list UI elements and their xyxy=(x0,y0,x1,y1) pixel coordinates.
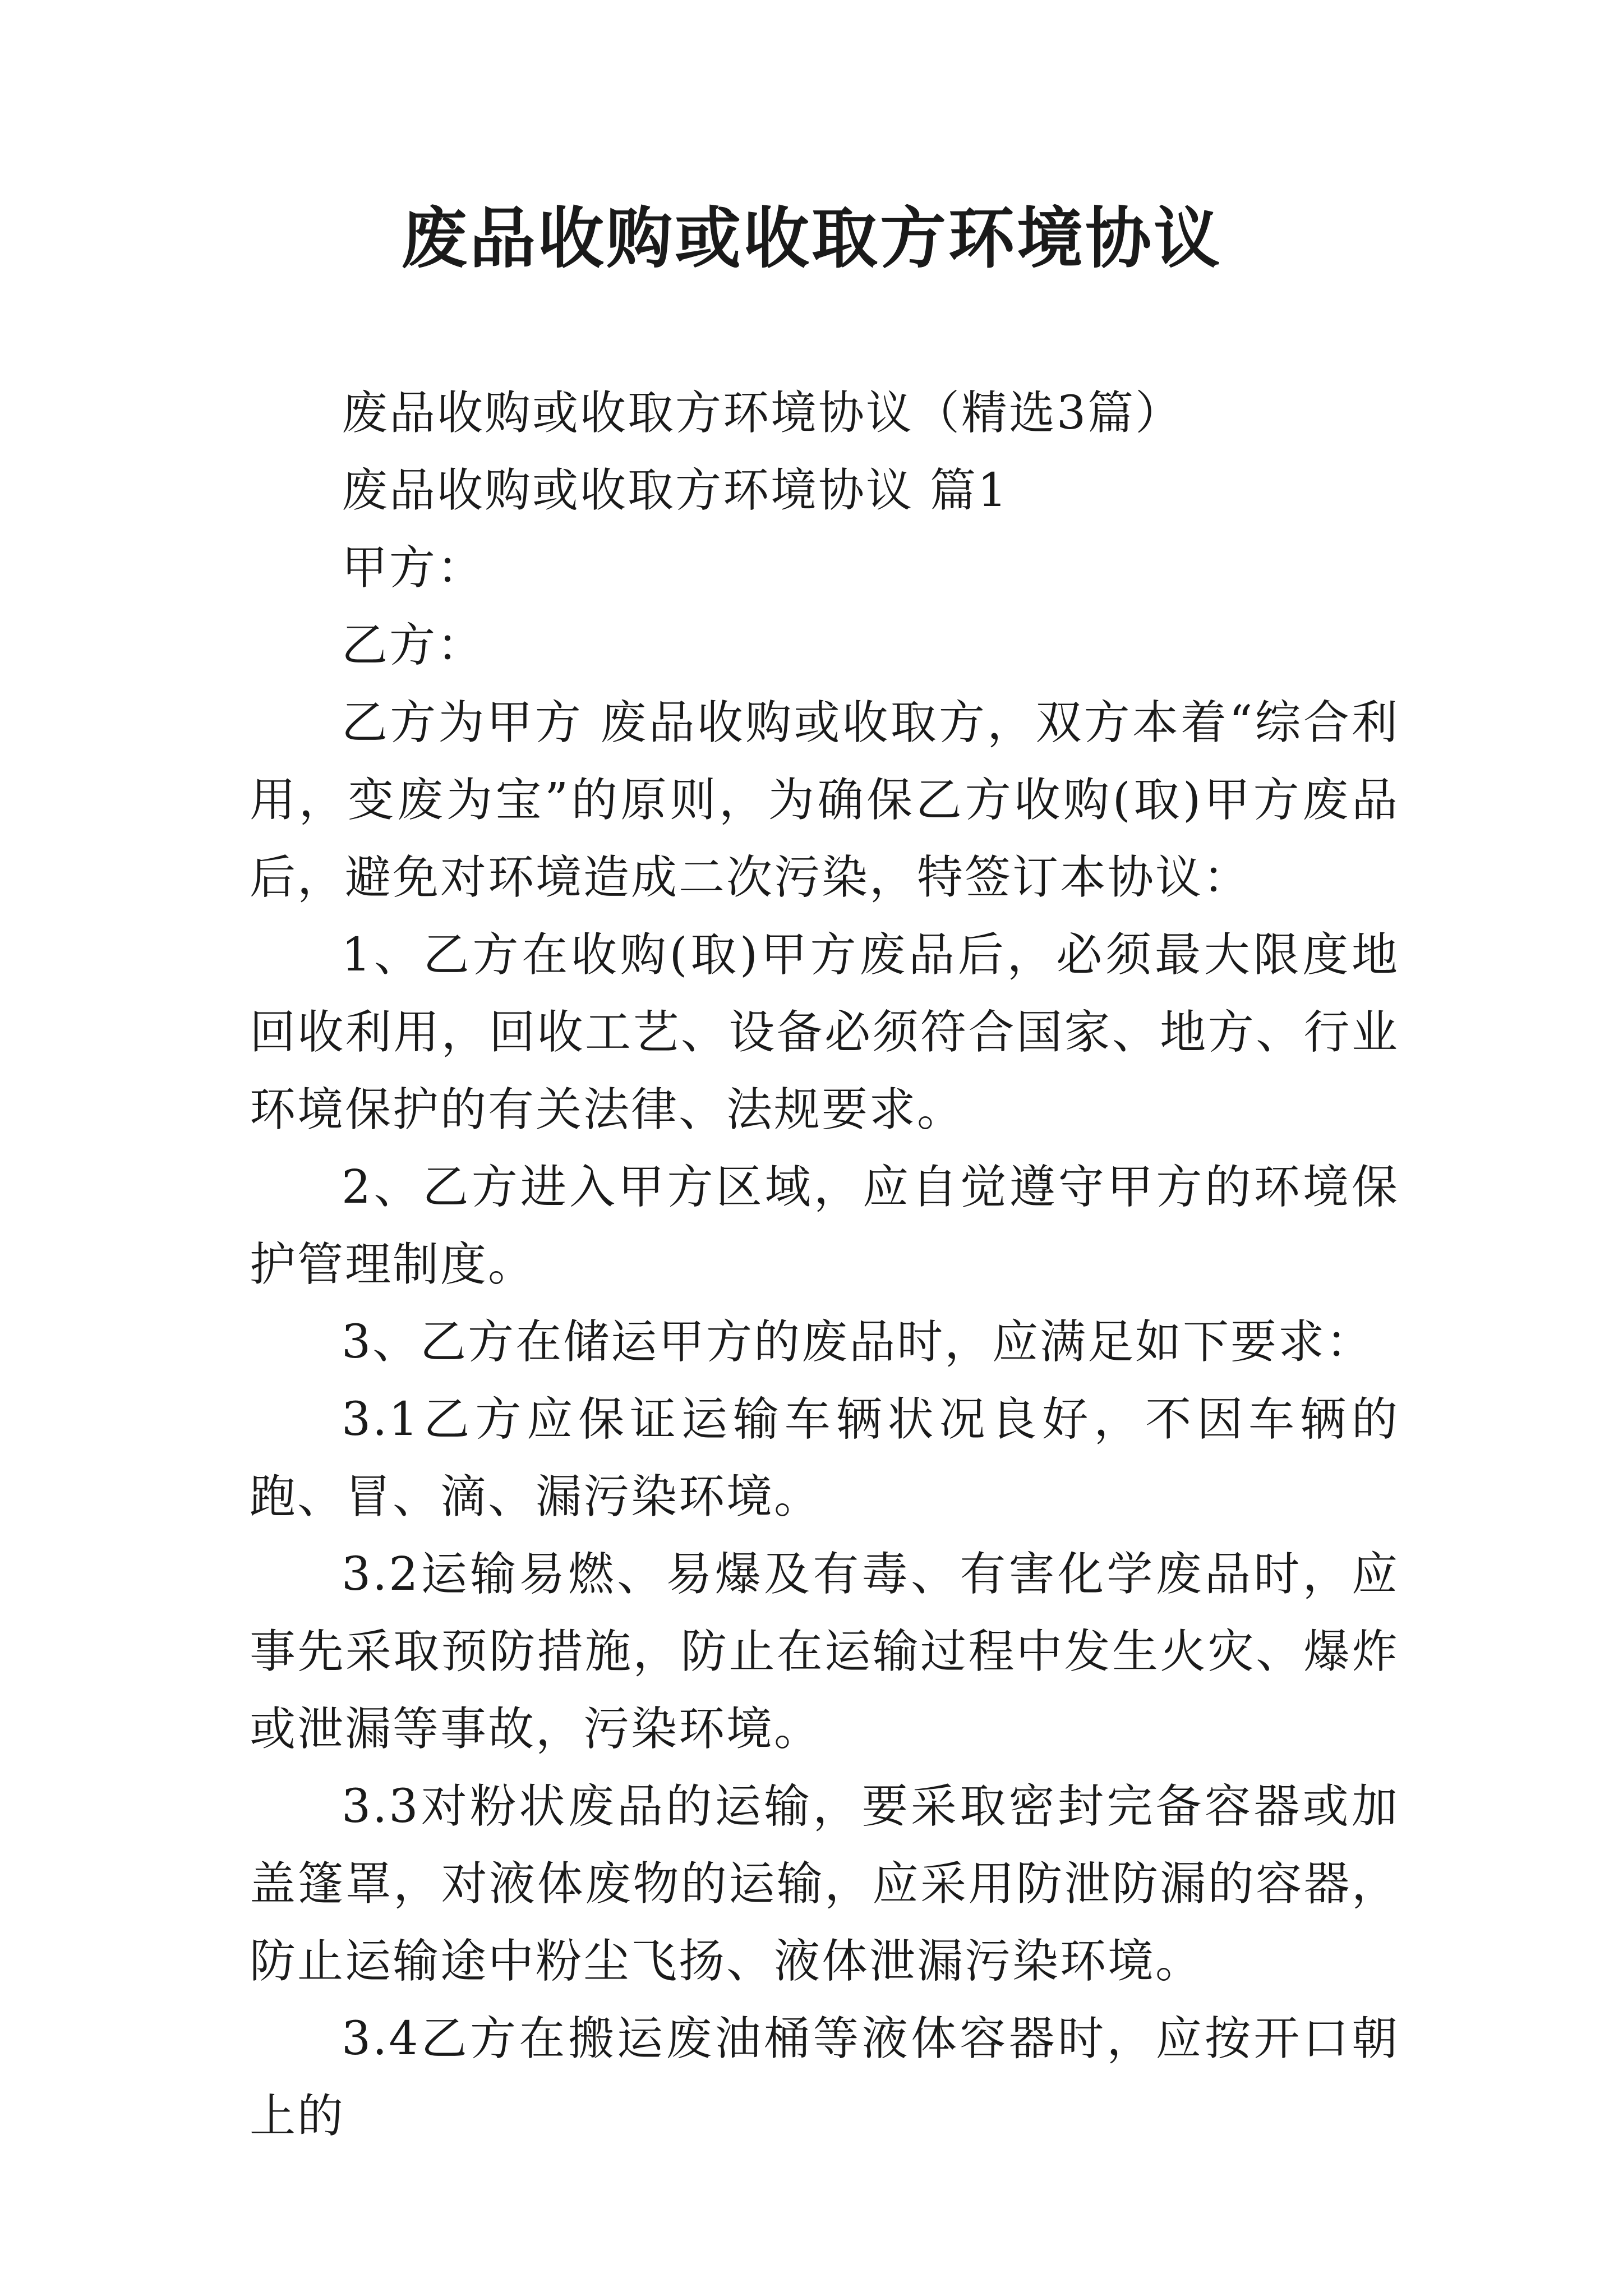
document-title: 废品收购或收取方环境协议 xyxy=(400,199,1222,277)
document-body xyxy=(250,375,1399,2155)
paragraph-preamble: 乙方为甲方 废品收购或收取方，双方本着“综合利用，变废为宝”的原则，为确保乙方收购(取)甲方废品后，避免对环境造成二次污染，特签订本协议： xyxy=(250,696,1399,904)
paragraph-party-b: 乙方： xyxy=(342,619,485,672)
paragraph-party-a: 甲方： xyxy=(342,541,485,595)
paragraph-clause-1: 1、乙方在收购(取)甲方废品后，必须最大限度地回收利用，回收工艺、设备必须符合国家、地方、行业环境保护的有关法律、法规要求。 xyxy=(250,928,1399,1137)
paragraph-clause-3-1: 3.1乙方应保证运输车辆状况良好，不因车辆的跑、冒、滴、漏污染环境。 xyxy=(250,1393,1399,1524)
paragraph-clause-3-4: 3.4乙方在搬运废油桶等液体容器时，应按开口朝上的 xyxy=(250,2012,1399,2143)
paragraph-clause-2: 2、乙方进入甲方区域，应自觉遵守甲方的环境保护管理制度。 xyxy=(250,1161,1399,1291)
paragraph-subtitle: 废品收购或收取方环境协议（精选3篇） xyxy=(342,386,1183,440)
paragraph-clause-3: 3、乙方在储运甲方的废品时，应满足如下要求： xyxy=(342,1315,1374,1369)
paragraph-clause-3-3: 3.3对粉状废品的运输，要采取密封完备容器或加盖篷罩，对液体废物的运输，应采用防泄防漏的容器，防止运输途中粉尘飞扬、液体泄漏污染环境。 xyxy=(250,1780,1399,1988)
paragraph-clause-3-2: 3.2运输易燃、易爆及有毒、有害化学废品时，应事先采取预防措施，防止在运输过程中发生火灾、爆炸或泄漏等事故，污染环境。 xyxy=(250,1548,1399,1756)
paragraph-section-heading: 废品收购或收取方环境协议 篇1 xyxy=(342,464,1009,517)
